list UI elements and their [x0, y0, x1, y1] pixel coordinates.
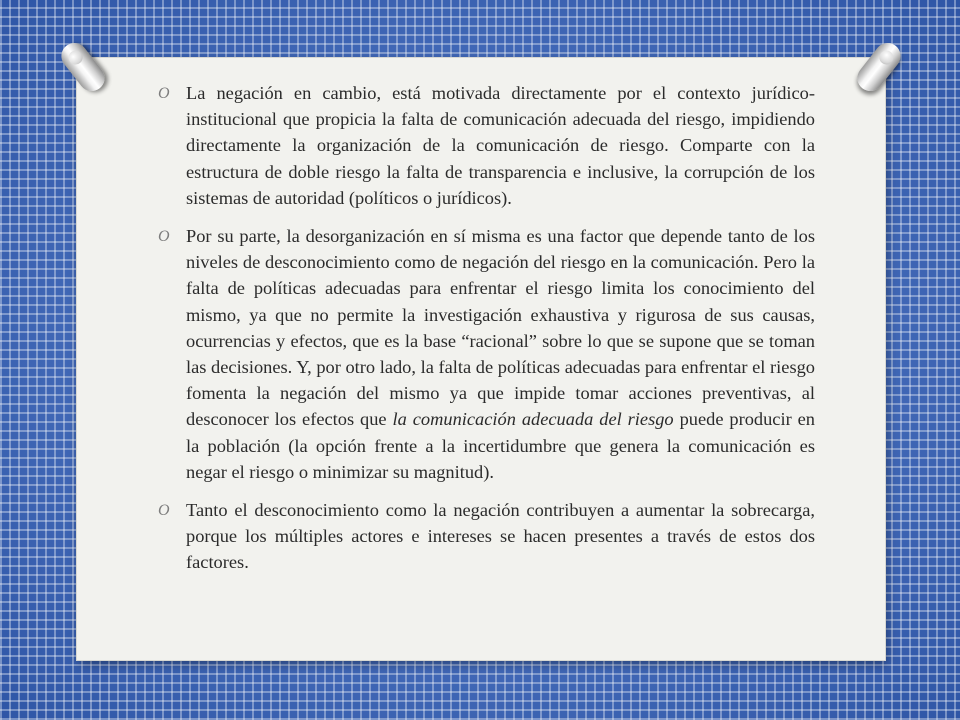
bullet-icon: O [158, 228, 170, 246]
bullet-icon: O [158, 502, 170, 520]
bullet-paragraph-1 [158, 80, 815, 211]
paragraph-italic-text: la comunicación adecuada del riesgo [392, 409, 674, 430]
paragraph-text: La negación en cambio, está motivada directamente por el contexto jurídico-institucional que propicia la falta de comunicación adecuada del riesgo, impidiendo directamente la organización de la comunicación de riesgo. Comparte con la estructura de doble riesgo la falta de transparencia e inclusive, la corrupción de los sistemas de autoridad (políticos o jurídicos). [186, 83, 815, 208]
bullet-icon: O [158, 85, 170, 102]
paragraph-text [186, 223, 815, 485]
bullet-paragraph-3 [158, 497, 815, 576]
paragraph-text: Tanto el desconocimiento como la negación contribuyen a aumentar la sobrecarga, porque los múltiples actores e intereses se hacen presentes a través de estos dos factores. [186, 500, 815, 573]
paragraph-text-part: Por su parte, la desorganización en sí misma es una factor que depende tanto de los niveles de desconocimiento como de negación del riesgo en la comunicación. Pero la falta de políticas adecuadas para enfrentar el riesgo limita los conocimiento del mismo, ya que no permite la investigación exhaustiva y rigurosa de sus causas, ocurrencias y efectos, que es la base “racional” sobre lo que se supone que se toman las decisiones. Y, por otro lado, la falta de políticas adecuadas para enfrentar el riesgo fomenta la negación del mismo ya que impide tomar acciones preventivas, al desconocer los efectos que [186, 226, 815, 430]
slide-content [158, 80, 815, 588]
paragraph-text-part: puede producir en la población (la opción frente a la incertidumbre que genera la comunicación es negar el riesgo o minimizar su magnitud). [186, 409, 815, 482]
bullet-paragraph-2 [158, 223, 815, 485]
